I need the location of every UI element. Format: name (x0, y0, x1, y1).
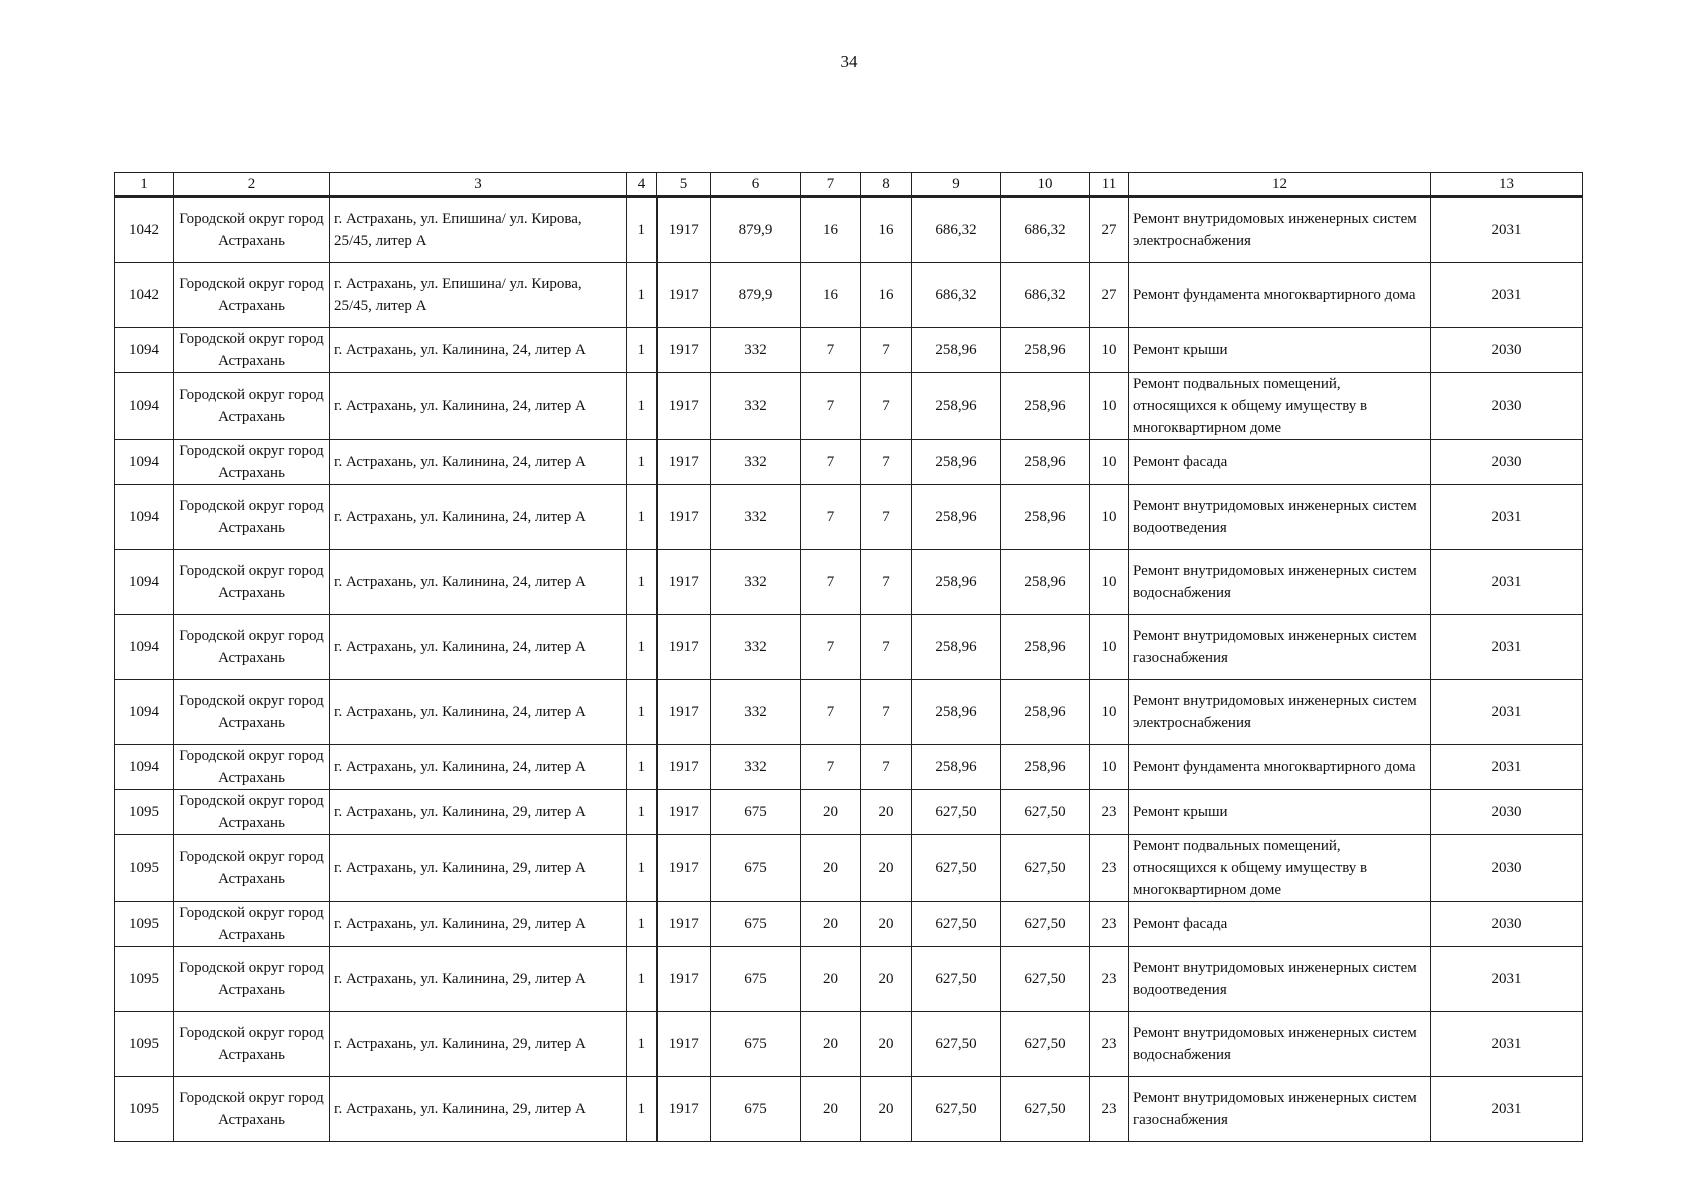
cell-planned-year: 2031 (1431, 485, 1583, 550)
cell-planned-year: 2030 (1431, 373, 1583, 440)
column-header-4: 4 (627, 173, 657, 197)
column-header-11: 11 (1090, 173, 1129, 197)
cell-col8-value: 7 (861, 680, 912, 745)
cell-row-number: 1042 (115, 263, 174, 328)
column-header-6: 6 (711, 173, 801, 197)
table-row (115, 550, 1583, 615)
cell-address: г. Астрахань, ул. Калинина, 29, литер А (330, 835, 627, 902)
cell-planned-year: 2031 (1431, 197, 1583, 263)
cell-work-type: Ремонт подвальных помещений, относящихся к общему имуществу в многоквартирном доме (1129, 373, 1431, 440)
cell-col8-value: 7 (861, 615, 912, 680)
cell-planned-year: 2031 (1431, 1012, 1583, 1077)
table-row (115, 485, 1583, 550)
table-row (115, 263, 1583, 328)
cell-address: г. Астрахань, ул. Епишина/ ул. Кирова, 25/45, литер А (330, 263, 627, 328)
cell-municipality: Городской округ город Астрахань (174, 745, 330, 790)
cell-col9-area: 686,32 (912, 197, 1001, 263)
cell-address: г. Астрахань, ул. Калинина, 24, литер А (330, 485, 627, 550)
cell-work-type: Ремонт фасада (1129, 440, 1431, 485)
cell-col10-area: 627,50 (1001, 947, 1090, 1012)
column-header-1: 1 (115, 173, 174, 197)
cell-residents: 23 (1090, 790, 1129, 835)
cell-col8-value: 16 (861, 263, 912, 328)
cell-municipality: Городской округ город Астрахань (174, 440, 330, 485)
cell-col9-area: 258,96 (912, 373, 1001, 440)
cell-col9-area: 258,96 (912, 440, 1001, 485)
table-row (115, 790, 1583, 835)
cell-year-built: 1917 (657, 197, 711, 263)
cell-year-built: 1917 (657, 790, 711, 835)
cell-municipality: Городской округ город Астрахань (174, 902, 330, 947)
cell-year-built: 1917 (657, 947, 711, 1012)
cell-col10-area: 627,50 (1001, 790, 1090, 835)
cell-residents: 23 (1090, 835, 1129, 902)
table-row (115, 1077, 1583, 1142)
cell-total-area: 332 (711, 550, 801, 615)
cell-planned-year: 2030 (1431, 902, 1583, 947)
cell-total-area: 332 (711, 440, 801, 485)
cell-col7-value: 7 (801, 440, 861, 485)
cell-col10-area: 258,96 (1001, 440, 1090, 485)
cell-col4-value: 1 (627, 550, 657, 615)
cell-col4-value: 1 (627, 1012, 657, 1077)
cell-col4-value: 1 (627, 440, 657, 485)
table-row (115, 615, 1583, 680)
cell-work-type: Ремонт фундамента многоквартирного дома (1129, 745, 1431, 790)
cell-col4-value: 1 (627, 615, 657, 680)
cell-col4-value: 1 (627, 328, 657, 373)
cell-municipality: Городской округ город Астрахань (174, 615, 330, 680)
cell-row-number: 1094 (115, 440, 174, 485)
cell-total-area: 332 (711, 615, 801, 680)
cell-col9-area: 686,32 (912, 263, 1001, 328)
cell-work-type: Ремонт внутридомовых инженерных систем электроснабжения (1129, 197, 1431, 263)
cell-col7-value: 7 (801, 745, 861, 790)
cell-planned-year: 2030 (1431, 790, 1583, 835)
cell-residents: 23 (1090, 1012, 1129, 1077)
cell-row-number: 1094 (115, 485, 174, 550)
cell-row-number: 1094 (115, 680, 174, 745)
cell-municipality: Городской округ город Астрахань (174, 263, 330, 328)
cell-col8-value: 20 (861, 902, 912, 947)
cell-total-area: 675 (711, 1077, 801, 1142)
cell-municipality: Городской округ город Астрахань (174, 790, 330, 835)
cell-municipality: Городской округ город Астрахань (174, 1012, 330, 1077)
cell-col10-area: 258,96 (1001, 485, 1090, 550)
cell-municipality: Городской округ город Астрахань (174, 328, 330, 373)
cell-col10-area: 258,96 (1001, 745, 1090, 790)
cell-total-area: 879,9 (711, 197, 801, 263)
table-body (115, 197, 1583, 1142)
header-row (115, 173, 1583, 197)
cell-col10-area: 627,50 (1001, 902, 1090, 947)
cell-work-type: Ремонт внутридомовых инженерных систем водоснабжения (1129, 1012, 1431, 1077)
cell-col8-value: 16 (861, 197, 912, 263)
cell-residents: 27 (1090, 263, 1129, 328)
table-row (115, 947, 1583, 1012)
table-row (115, 440, 1583, 485)
cell-row-number: 1042 (115, 197, 174, 263)
column-header-8: 8 (861, 173, 912, 197)
cell-residents: 23 (1090, 902, 1129, 947)
cell-col10-area: 627,50 (1001, 1077, 1090, 1142)
cell-total-area: 332 (711, 745, 801, 790)
table-row (115, 745, 1583, 790)
cell-col8-value: 20 (861, 835, 912, 902)
cell-year-built: 1917 (657, 1012, 711, 1077)
cell-col10-area: 627,50 (1001, 835, 1090, 902)
cell-total-area: 675 (711, 902, 801, 947)
cell-col4-value: 1 (627, 790, 657, 835)
cell-residents: 10 (1090, 373, 1129, 440)
cell-year-built: 1917 (657, 263, 711, 328)
cell-work-type: Ремонт внутридомовых инженерных систем газоснабжения (1129, 615, 1431, 680)
cell-col4-value: 1 (627, 745, 657, 790)
cell-address: г. Астрахань, ул. Калинина, 29, литер А (330, 902, 627, 947)
cell-col9-area: 258,96 (912, 745, 1001, 790)
cell-col9-area: 627,50 (912, 1077, 1001, 1142)
cell-planned-year: 2030 (1431, 835, 1583, 902)
cell-residents: 10 (1090, 680, 1129, 745)
cell-col8-value: 7 (861, 440, 912, 485)
cell-total-area: 332 (711, 373, 801, 440)
cell-col10-area: 686,32 (1001, 263, 1090, 328)
cell-total-area: 675 (711, 947, 801, 1012)
cell-col8-value: 7 (861, 328, 912, 373)
cell-address: г. Астрахань, ул. Калинина, 24, литер А (330, 550, 627, 615)
cell-year-built: 1917 (657, 373, 711, 440)
cell-planned-year: 2031 (1431, 947, 1583, 1012)
cell-municipality: Городской округ город Астрахань (174, 485, 330, 550)
cell-col10-area: 258,96 (1001, 680, 1090, 745)
cell-col7-value: 7 (801, 328, 861, 373)
cell-year-built: 1917 (657, 902, 711, 947)
page-number: 34 (840, 52, 858, 71)
cell-col4-value: 1 (627, 485, 657, 550)
cell-col9-area: 258,96 (912, 485, 1001, 550)
cell-col10-area: 258,96 (1001, 328, 1090, 373)
cell-total-area: 332 (711, 680, 801, 745)
cell-col7-value: 7 (801, 373, 861, 440)
cell-year-built: 1917 (657, 440, 711, 485)
cell-col8-value: 20 (861, 1077, 912, 1142)
cell-residents: 27 (1090, 197, 1129, 263)
cell-row-number: 1094 (115, 745, 174, 790)
cell-row-number: 1094 (115, 328, 174, 373)
table-row (115, 197, 1583, 263)
cell-col9-area: 627,50 (912, 902, 1001, 947)
cell-address: г. Астрахань, ул. Калинина, 29, литер А (330, 1012, 627, 1077)
cell-planned-year: 2031 (1431, 615, 1583, 680)
cell-row-number: 1095 (115, 902, 174, 947)
cell-work-type: Ремонт подвальных помещений, относящихся к общему имуществу в многоквартирном доме (1129, 835, 1431, 902)
cell-year-built: 1917 (657, 680, 711, 745)
cell-planned-year: 2030 (1431, 328, 1583, 373)
column-header-3: 3 (330, 173, 627, 197)
cell-col4-value: 1 (627, 1077, 657, 1142)
cell-residents: 23 (1090, 947, 1129, 1012)
cell-col4-value: 1 (627, 835, 657, 902)
cell-planned-year: 2031 (1431, 1077, 1583, 1142)
column-header-10: 10 (1001, 173, 1090, 197)
table-row (115, 835, 1583, 902)
cell-work-type: Ремонт крыши (1129, 790, 1431, 835)
table-row (115, 373, 1583, 440)
cell-year-built: 1917 (657, 745, 711, 790)
cell-year-built: 1917 (657, 550, 711, 615)
cell-total-area: 675 (711, 1012, 801, 1077)
cell-col10-area: 258,96 (1001, 550, 1090, 615)
cell-row-number: 1095 (115, 947, 174, 1012)
cell-residents: 23 (1090, 1077, 1129, 1142)
cell-municipality: Городской округ город Астрахань (174, 835, 330, 902)
cell-municipality: Городской округ город Астрахань (174, 1077, 330, 1142)
cell-year-built: 1917 (657, 328, 711, 373)
column-header-13: 13 (1431, 173, 1583, 197)
cell-residents: 10 (1090, 615, 1129, 680)
cell-row-number: 1094 (115, 550, 174, 615)
cell-year-built: 1917 (657, 485, 711, 550)
cell-col4-value: 1 (627, 263, 657, 328)
cell-row-number: 1094 (115, 615, 174, 680)
cell-col10-area: 258,96 (1001, 373, 1090, 440)
cell-year-built: 1917 (657, 1077, 711, 1142)
column-header-12: 12 (1129, 173, 1431, 197)
cell-address: г. Астрахань, ул. Калинина, 24, литер А (330, 373, 627, 440)
cell-col7-value: 16 (801, 197, 861, 263)
cell-municipality: Городской округ город Астрахань (174, 680, 330, 745)
cell-col4-value: 1 (627, 902, 657, 947)
cell-col9-area: 627,50 (912, 835, 1001, 902)
cell-municipality: Городской округ город Астрахань (174, 550, 330, 615)
cell-total-area: 675 (711, 835, 801, 902)
cell-col10-area: 686,32 (1001, 197, 1090, 263)
cell-year-built: 1917 (657, 835, 711, 902)
cell-total-area: 332 (711, 485, 801, 550)
cell-work-type: Ремонт внутридомовых инженерных систем водоотведения (1129, 485, 1431, 550)
cell-col7-value: 20 (801, 835, 861, 902)
cell-address: г. Астрахань, ул. Калинина, 24, литер А (330, 328, 627, 373)
cell-work-type: Ремонт внутридомовых инженерных систем электроснабжения (1129, 680, 1431, 745)
cell-col9-area: 627,50 (912, 1012, 1001, 1077)
cell-col7-value: 7 (801, 615, 861, 680)
table-row (115, 680, 1583, 745)
register-table (114, 172, 1583, 1142)
column-header-2: 2 (174, 173, 330, 197)
cell-total-area: 879,9 (711, 263, 801, 328)
cell-col7-value: 16 (801, 263, 861, 328)
cell-work-type: Ремонт внутридомовых инженерных систем газоснабжения (1129, 1077, 1431, 1142)
cell-col10-area: 627,50 (1001, 1012, 1090, 1077)
column-header-7: 7 (801, 173, 861, 197)
column-header-9: 9 (912, 173, 1001, 197)
cell-col4-value: 1 (627, 947, 657, 1012)
cell-year-built: 1917 (657, 615, 711, 680)
cell-col7-value: 20 (801, 1012, 861, 1077)
cell-municipality: Городской округ город Астрахань (174, 373, 330, 440)
cell-residents: 10 (1090, 550, 1129, 615)
cell-work-type: Ремонт фасада (1129, 902, 1431, 947)
cell-col8-value: 20 (861, 790, 912, 835)
cell-work-type: Ремонт фундамента многоквартирного дома (1129, 263, 1431, 328)
cell-col7-value: 20 (801, 1077, 861, 1142)
cell-col7-value: 7 (801, 485, 861, 550)
cell-col7-value: 20 (801, 902, 861, 947)
cell-col7-value: 7 (801, 550, 861, 615)
cell-col8-value: 7 (861, 485, 912, 550)
cell-residents: 10 (1090, 745, 1129, 790)
cell-address: г. Астрахань, ул. Калинина, 24, литер А (330, 440, 627, 485)
cell-col9-area: 258,96 (912, 550, 1001, 615)
cell-col8-value: 20 (861, 1012, 912, 1077)
cell-col10-area: 258,96 (1001, 615, 1090, 680)
cell-address: г. Астрахань, ул. Калинина, 24, литер А (330, 745, 627, 790)
cell-residents: 10 (1090, 440, 1129, 485)
cell-planned-year: 2031 (1431, 550, 1583, 615)
cell-residents: 10 (1090, 485, 1129, 550)
cell-address: г. Астрахань, ул. Калинина, 29, литер А (330, 947, 627, 1012)
cell-address: г. Астрахань, ул. Епишина/ ул. Кирова, 25/45, литер А (330, 197, 627, 263)
table-row (115, 902, 1583, 947)
cell-total-area: 332 (711, 328, 801, 373)
cell-row-number: 1095 (115, 835, 174, 902)
cell-col9-area: 627,50 (912, 790, 1001, 835)
cell-row-number: 1095 (115, 790, 174, 835)
cell-planned-year: 2031 (1431, 263, 1583, 328)
cell-col4-value: 1 (627, 197, 657, 263)
cell-col9-area: 627,50 (912, 947, 1001, 1012)
cell-address: г. Астрахань, ул. Калинина, 24, литер А (330, 680, 627, 745)
column-header-5: 5 (657, 173, 711, 197)
table-row (115, 328, 1583, 373)
cell-row-number: 1095 (115, 1077, 174, 1142)
cell-row-number: 1094 (115, 373, 174, 440)
cell-col9-area: 258,96 (912, 328, 1001, 373)
cell-col9-area: 258,96 (912, 680, 1001, 745)
cell-residents: 10 (1090, 328, 1129, 373)
cell-work-type: Ремонт внутридомовых инженерных систем водоснабжения (1129, 550, 1431, 615)
cell-address: г. Астрахань, ул. Калинина, 24, литер А (330, 615, 627, 680)
cell-work-type: Ремонт внутридомовых инженерных систем водоотведения (1129, 947, 1431, 1012)
cell-planned-year: 2031 (1431, 680, 1583, 745)
cell-col7-value: 7 (801, 680, 861, 745)
cell-address: г. Астрахань, ул. Калинина, 29, литер А (330, 790, 627, 835)
cell-col4-value: 1 (627, 680, 657, 745)
cell-row-number: 1095 (115, 1012, 174, 1077)
cell-municipality: Городской округ город Астрахань (174, 947, 330, 1012)
cell-col4-value: 1 (627, 373, 657, 440)
cell-col7-value: 20 (801, 947, 861, 1012)
cell-col8-value: 7 (861, 745, 912, 790)
cell-municipality: Городской округ город Астрахань (174, 197, 330, 263)
cell-col9-area: 258,96 (912, 615, 1001, 680)
cell-planned-year: 2031 (1431, 745, 1583, 790)
cell-planned-year: 2030 (1431, 440, 1583, 485)
cell-total-area: 675 (711, 790, 801, 835)
cell-col7-value: 20 (801, 790, 861, 835)
cell-col8-value: 7 (861, 373, 912, 440)
cell-col8-value: 7 (861, 550, 912, 615)
table-row (115, 1012, 1583, 1077)
cell-address: г. Астрахань, ул. Калинина, 29, литер А (330, 1077, 627, 1142)
cell-work-type: Ремонт крыши (1129, 328, 1431, 373)
cell-col8-value: 20 (861, 947, 912, 1012)
